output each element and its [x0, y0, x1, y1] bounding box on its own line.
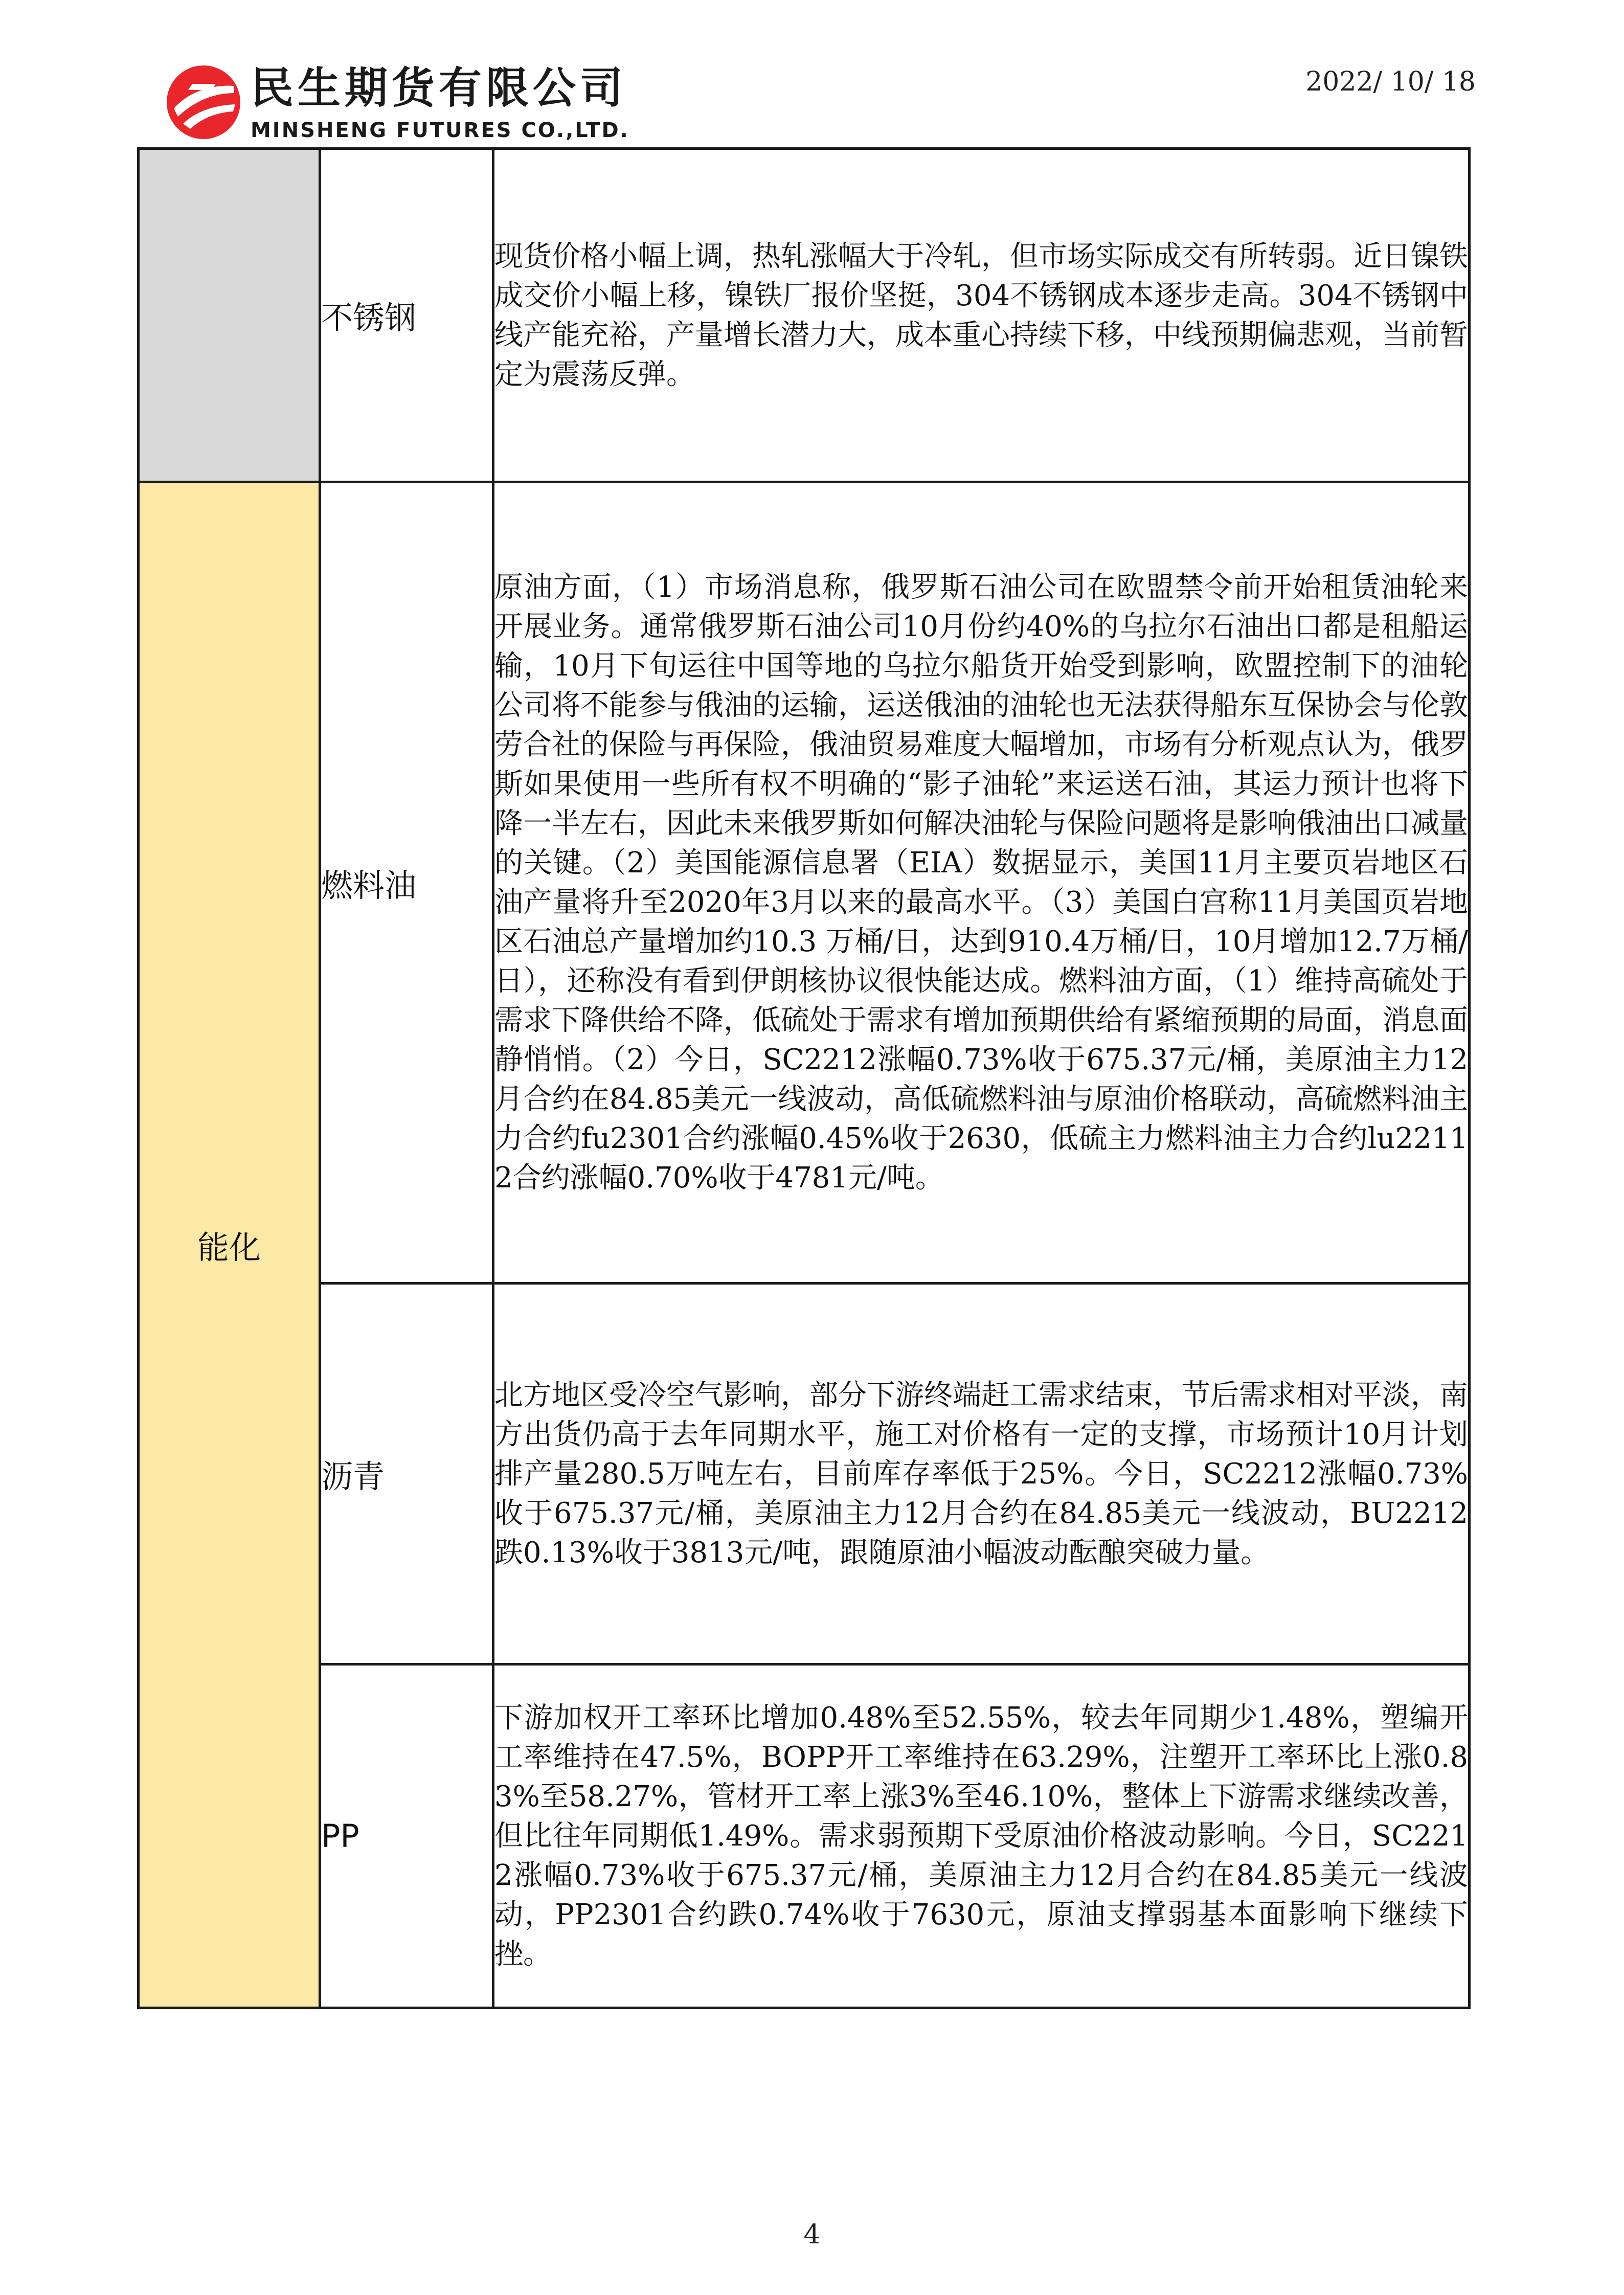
- sector-cell: 能化: [139, 482, 320, 2008]
- commentary-text: 原油方面，（1）市场消息称，俄罗斯石油公司在欧盟禁令前开始租赁油轮来开展业务。通常俄罗斯石油公司10月份约40%的乌拉尔石油出口都是租船运输，10月下旬运往中国等地的乌拉尔船货开始受到影响，欧盟控制下的油轮公司将不能参与俄油的运输，运送俄油的油轮也无法获得船东互保协会与伦敦劳合社的保险与再保险，俄油贸易难度大幅增加，市场有分析观点认为，俄罗斯如果使用一些所有权不明确的“影子油轮”来运送石油，其运力预计也将下降一半左右，因此未来俄罗斯如何解决油轮与保险问题将是影响俄油出口减量的关键。（2）美国能源信息署（EIA）数据显示，美国11月主要页岩地区石油产量将升至2020年3月以来的最高水平。（3）美国白宫称11月美国页岩地区石油总产量增加约10.3 万桶/日，达到910.4万桶/日，10月增加12.7万桶/日），还称没有看到伊朗核协议很快能达成。燃料油方面，（1）维持高硫处于需求下降供给不降，低硫处于需求有增加预期供给有紧缩预期的局面，消息面静悄悄。（2）今日，SC2212涨幅0.73%收于675.37元/桶，美原油主力12月合约在84.85美元一线波动，高低硫燃料油与原油价格联动，高硫燃料油主力合约fu2301合约涨幅0.45%收于2630，低硫主力燃料油主力合约lu22112合约涨幅0.70%收于4781元/吨。: [494, 571, 1468, 1195]
- table-row: [139, 482, 1470, 1284]
- commentary-cell: [493, 149, 1470, 482]
- page-header: [0, 0, 1624, 148]
- table-row: [139, 1664, 1470, 2008]
- commentary-cell: [493, 482, 1470, 1284]
- page-number: 4: [803, 2219, 821, 2250]
- table-row: [139, 1284, 1470, 1664]
- report-date: 2022/ 10/ 18: [1305, 66, 1476, 97]
- company-logo: [163, 61, 643, 148]
- product-name: 燃料油: [320, 482, 493, 1284]
- commentary-cell: [493, 1664, 1470, 2008]
- company-name-en: MINSHENG FUTURES CO.,LTD.: [251, 119, 629, 142]
- commentary-cell: [493, 1284, 1470, 1664]
- product-name: 不锈钢: [320, 149, 493, 482]
- table-row: [139, 149, 1470, 482]
- minsheng-logo-icon: [163, 61, 244, 143]
- commentary-text: 现货价格小幅上调，热轧涨幅大于冷轧，但市场实际成交有所转弱。近日镍铁成交价小幅上移，镍铁厂报价坚挺，304不锈钢成本逐步走高。304不锈钢中线产能充裕，产量增长潜力大，成本重心持续下移，中线预期偏悲观，当前暂定为震荡反弹。: [494, 239, 1468, 391]
- product-name: 沥青: [320, 1284, 493, 1664]
- product-name: PP: [320, 1664, 493, 2008]
- report-table: [137, 147, 1471, 2009]
- company-name-cn: 民生期货有限公司: [251, 63, 627, 113]
- commentary-text: 北方地区受冷空气影响，部分下游终端赶工需求结束，节后需求相对平淡，南方出货仍高于去年同期水平，施工对价格有一定的支撑，市场预计10月计划排产量280.5万吨左右，目前库存率低于25%。今日，SC2212涨幅0.73%收于675.37元/桶，美原油主力12月合约在84.85美元一线波动，BU2212跌0.13%收于3813元/吨，跟随原油小幅波动酝酿突破力量。: [494, 1378, 1468, 1569]
- sector-cell: [139, 149, 320, 482]
- commentary-text: 下游加权开工率环比增加0.48%至52.55%，较去年同期少1.48%，塑编开工率维持在47.5%，BOPP开工率维持在63.29%，注塑开工率环比上涨0.83%至58.27%，管材开工率上涨3%至46.10%，整体上下游需求继续改善，但比往年同期低1.49%。需求弱预期下受原油价格波动影响。今日，SC2212涨幅0.73%收于675.37元/桶，美原油主力12月合约在84.85美元一线波动，PP2301合约跌0.74%收于7630元，原油支撑弱基本面影响下继续下挫。: [494, 1701, 1468, 1971]
